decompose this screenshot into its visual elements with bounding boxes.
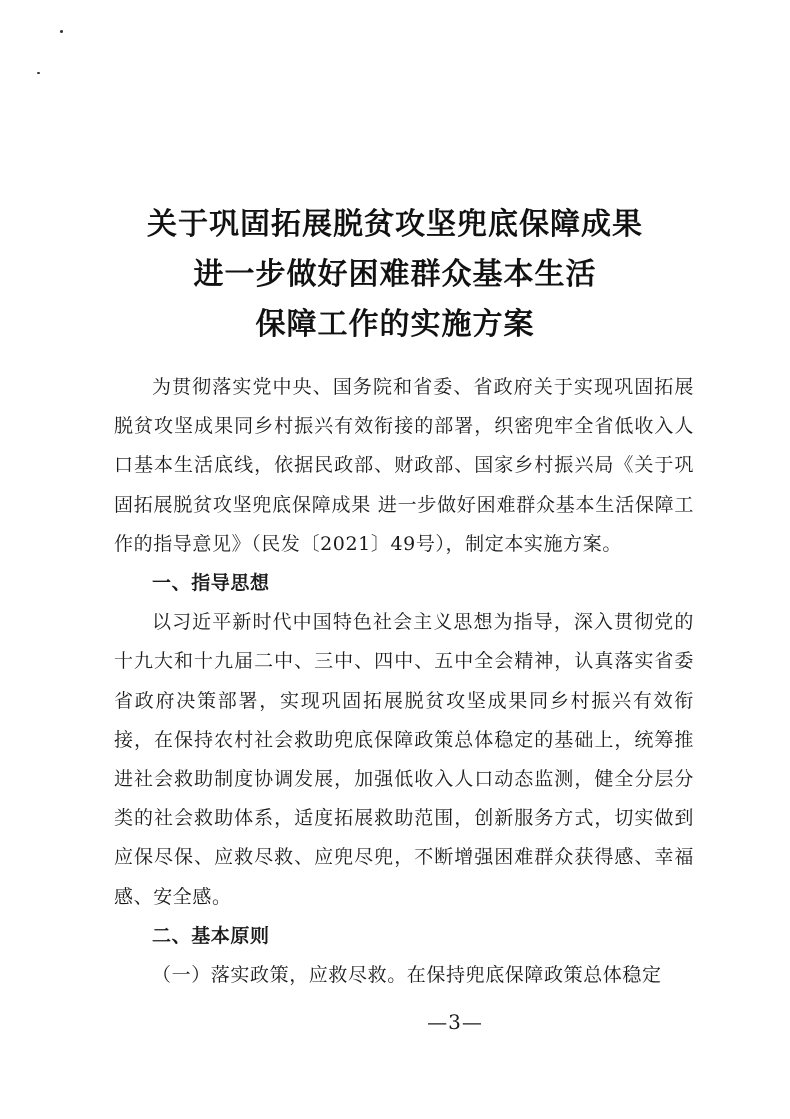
section-heading-basic-principles: 二、基本原则 [152, 924, 270, 947]
principle-item-1: （一）落实政策，应救尽救。在保持兜底保障政策总体稳定 [152, 964, 662, 987]
title-line-1: 关于巩固拓展脱贫攻坚兜底保障成果 [147, 207, 643, 242]
title-line-3: 保障工作的实施方案 [255, 307, 535, 342]
title-line-2: 进一步做好困难群众基本生活 [193, 257, 597, 292]
page-number: —3— [427, 1010, 483, 1034]
scan-speck [60, 30, 63, 33]
section-heading-guiding-ideology: 一、指导思想 [152, 572, 270, 595]
scan-speck [37, 72, 40, 74]
intro-paragraph: 为贯彻落实党中央、国务院和省委、省政府关于实现巩固拓展脱贫攻坚成果同乡村振兴有效衔接的部署，织密兜牢全省低收入人口基本生活底线，依据民政部、财政部、国家乡村振兴局《关于巩固拓展脱贫攻坚兜底保障成果 进一步做好困难群众基本生活保障工作的指导意见》（民发〔2021〕49号），制定本实施方案。 [114, 376, 694, 555]
document-title [0, 200, 790, 350]
guiding-ideology-paragraph: 以习近平新时代中国特色社会主义思想为指导，深入贯彻党的十九大和十九届二中、三中、四中、五中全会精神，认真落实省委省政府决策部署，实现巩固拓展脱贫攻坚成果同乡村振兴有效衔接，在保持农村社会救助兜底保障政策总体稳定的基础上，统筹推进社会救助制度协调发展，加强低收入人口动态监测，健全分层分类的社会救助体系，适度拓展救助范围，创新服务方式，切实做到应保尽保、应救尽救、应兜尽兜，不断增强困难群众获得感、幸福感、安全感。 [114, 611, 694, 908]
document-body [114, 368, 694, 995]
